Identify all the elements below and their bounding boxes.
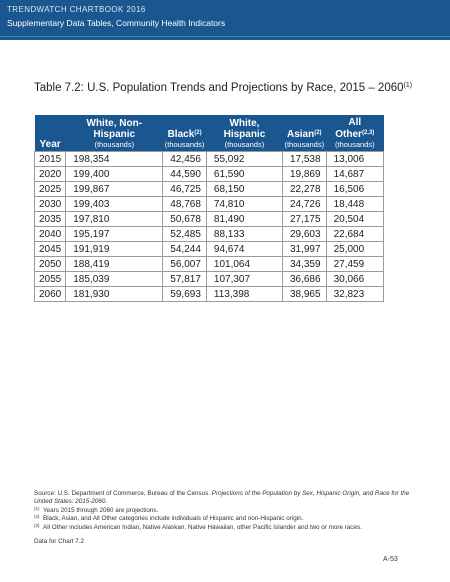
- footnote-marker: (1): [34, 505, 40, 511]
- column-header-note-ref: (2): [194, 130, 202, 136]
- year-cell: 2015: [35, 152, 66, 167]
- value-cell: 107,307: [206, 272, 282, 287]
- value-cell: 191,919: [66, 242, 163, 257]
- table-row: [35, 212, 384, 227]
- year-cell: 2045: [35, 242, 66, 257]
- value-cell: 32,823: [326, 287, 383, 302]
- value-cell: 54,244: [163, 242, 207, 257]
- column-header-unit: (thousands): [284, 140, 325, 149]
- table-body: [35, 152, 384, 302]
- value-cell: 59,693: [163, 287, 207, 302]
- value-cell: 61,590: [206, 167, 282, 182]
- value-cell: 44,590: [163, 167, 207, 182]
- value-cell: 19,869: [282, 167, 326, 182]
- footnote: [34, 507, 414, 515]
- year-cell: 2030: [35, 197, 66, 212]
- footnote: [34, 515, 414, 523]
- column-header-unit: (thousands): [164, 140, 205, 149]
- value-cell: 38,965: [282, 287, 326, 302]
- column-header-label: White, Hispanic: [223, 118, 266, 140]
- column-header: [206, 115, 282, 152]
- value-cell: 181,930: [66, 287, 163, 302]
- value-cell: 42,456: [163, 152, 207, 167]
- value-cell: 101,064: [206, 257, 282, 272]
- value-cell: 34,359: [282, 257, 326, 272]
- value-cell: 25,000: [326, 242, 383, 257]
- column-header-unit: (thousands): [334, 140, 375, 149]
- page-number: A-53: [383, 556, 398, 563]
- column-header-label: Black: [167, 129, 195, 140]
- header-banner: [0, 0, 450, 40]
- value-cell: 27,459: [326, 257, 383, 272]
- column-header-label: All Other: [335, 117, 362, 140]
- value-cell: 36,686: [282, 272, 326, 287]
- table-row: [35, 242, 384, 257]
- value-cell: 24,726: [282, 197, 326, 212]
- column-header-unit: (thousands): [224, 140, 265, 149]
- value-cell: 52,485: [163, 227, 207, 242]
- banner-divider: [0, 36, 450, 37]
- year-cell: 2055: [35, 272, 66, 287]
- value-cell: 22,278: [282, 182, 326, 197]
- column-header: [163, 115, 207, 152]
- table-row: [35, 182, 384, 197]
- table-header-row: [35, 115, 384, 152]
- table-title: [34, 82, 412, 94]
- year-cell: 2020: [35, 167, 66, 182]
- column-header: [326, 115, 383, 152]
- column-header: [282, 115, 326, 152]
- value-cell: 22,684: [326, 227, 383, 242]
- table-title-text: Table 7.2: U.S. Population Trends and Projections by Race, 2015 – 2060: [34, 82, 404, 94]
- value-cell: 199,867: [66, 182, 163, 197]
- value-cell: 31,997: [282, 242, 326, 257]
- value-cell: 197,810: [66, 212, 163, 227]
- value-cell: 198,354: [66, 152, 163, 167]
- value-cell: 188,419: [66, 257, 163, 272]
- table-row: [35, 152, 384, 167]
- value-cell: 195,197: [66, 227, 163, 242]
- year-cell: 2060: [35, 287, 66, 302]
- value-cell: 185,039: [66, 272, 163, 287]
- footnote-marker: (2): [34, 514, 40, 520]
- data-for-note: Data for Chart 7.2: [34, 538, 85, 546]
- year-cell: 2035: [35, 212, 66, 227]
- value-cell: 94,674: [206, 242, 282, 257]
- year-cell: 2025: [35, 182, 66, 197]
- column-header-label: Year: [39, 139, 61, 150]
- value-cell: 68,150: [206, 182, 282, 197]
- value-cell: 57,817: [163, 272, 207, 287]
- value-cell: 46,725: [163, 182, 207, 197]
- value-cell: 56,007: [163, 257, 207, 272]
- source-note: [34, 490, 414, 507]
- value-cell: 20,504: [326, 212, 383, 227]
- footnote-text: All Other includes American Indian, Native Alaskan, Native Hawaiian, other Pacific Islander and two or more races.: [43, 523, 362, 531]
- value-cell: 17,538: [282, 152, 326, 167]
- table-row: [35, 227, 384, 242]
- column-header-year: [35, 115, 66, 152]
- value-cell: 18,448: [326, 197, 383, 212]
- value-cell: 48,768: [163, 197, 207, 212]
- source-title: Projections of the Population by Sex, Hispanic Origin, and Race for the United States: 2015-2060.: [34, 490, 410, 506]
- value-cell: 199,403: [66, 197, 163, 212]
- table-row: [35, 257, 384, 272]
- value-cell: 50,678: [163, 212, 207, 227]
- value-cell: 88,133: [206, 227, 282, 242]
- footnote-text: Years 2015 through 2060 are projections.: [43, 506, 159, 514]
- column-header-note-ref: (2,3): [361, 130, 375, 136]
- value-cell: 30,066: [326, 272, 383, 287]
- table-title-note-ref: (1): [403, 82, 413, 89]
- column-header: [66, 115, 163, 152]
- value-cell: 14,687: [326, 167, 383, 182]
- footnote-marker: (3): [34, 522, 40, 528]
- value-cell: 81,490: [206, 212, 282, 227]
- chartbook-subtitle: Supplementary Data Tables, Community Health Indicators: [7, 18, 226, 28]
- value-cell: 29,603: [282, 227, 326, 242]
- table-footer: [34, 490, 414, 546]
- value-cell: 55,092: [206, 152, 282, 167]
- value-cell: 16,506: [326, 182, 383, 197]
- table-row: [35, 167, 384, 182]
- value-cell: 13,006: [326, 152, 383, 167]
- footnote-text: Black, Asian, and All Other categories include individuals of Hispanic and non-Hispanic origin.: [43, 515, 304, 523]
- year-cell: 2040: [35, 227, 66, 242]
- column-header-unit: (thousands): [94, 140, 135, 149]
- table-row: [35, 287, 384, 302]
- year-cell: 2050: [35, 257, 66, 272]
- chartbook-title: TRENDWATCH CHARTBOOK 2016: [7, 5, 146, 14]
- value-cell: 74,810: [206, 197, 282, 212]
- column-header-label: Asian: [286, 129, 315, 140]
- column-header-note-ref: (2): [314, 130, 322, 136]
- source-prefix: Source: U.S. Department of Commerce, Bureau of the Census.: [34, 490, 212, 497]
- footnote: [34, 524, 414, 532]
- value-cell: 27,175: [282, 212, 326, 227]
- value-cell: 113,398: [206, 287, 282, 302]
- population-table: [34, 115, 384, 302]
- table-row: [35, 272, 384, 287]
- column-header-label: White, Non-Hispanic: [86, 118, 143, 140]
- value-cell: 199,400: [66, 167, 163, 182]
- table-row: [35, 197, 384, 212]
